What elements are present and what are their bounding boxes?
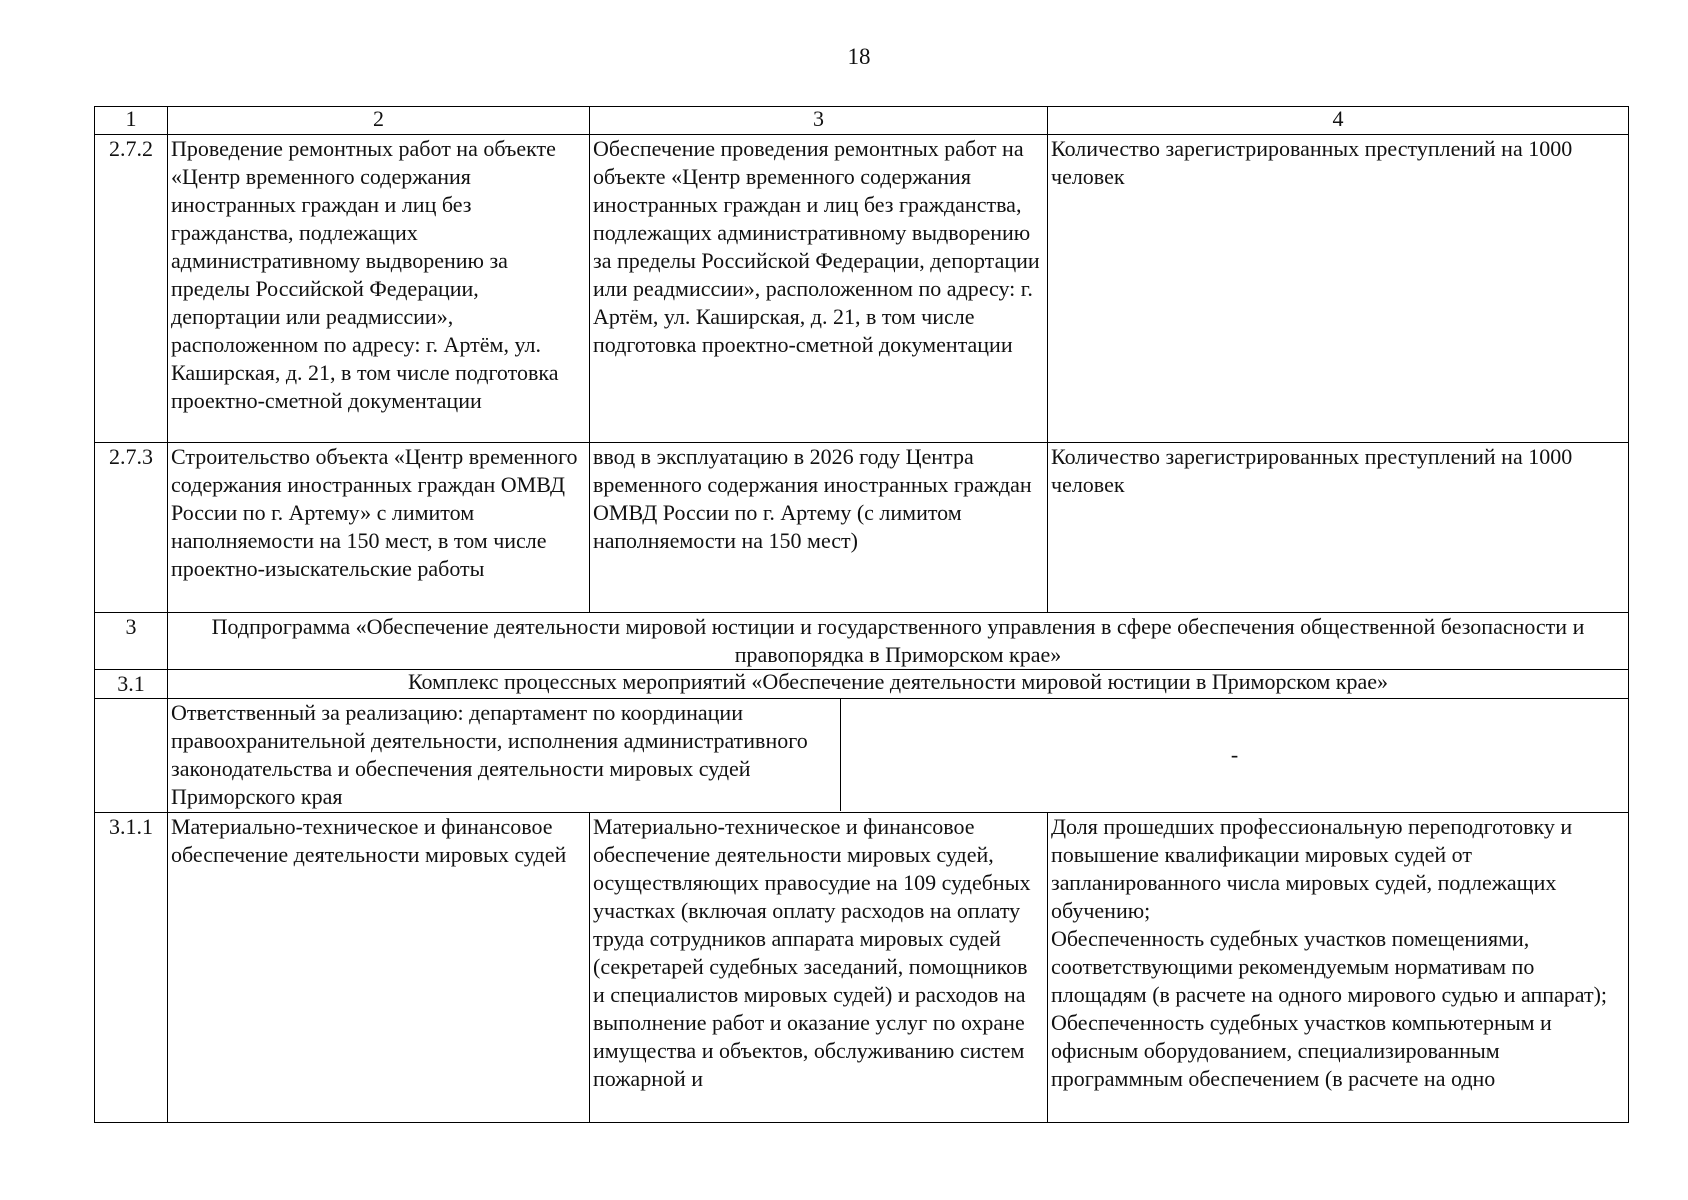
row-number: 2.7.2 [95, 135, 168, 443]
table-row [95, 135, 1629, 443]
indicator-cell: Количество зарегистрированных преступлений на 1000 человек [1048, 443, 1629, 613]
program-table [94, 106, 1629, 1123]
complex-row [95, 670, 1629, 699]
responsible-empty-cell [95, 699, 168, 813]
row-number: 2.7.3 [95, 443, 168, 613]
indicator-line: Доля прошедших профессиональную переподготовку и повышение квалификации мировых судей от запланированного числа мировых судей, подлежащих обучению; [1051, 814, 1573, 923]
table-row [95, 443, 1629, 613]
indicator-cell [1048, 813, 1629, 1123]
subprogram-row [95, 613, 1629, 670]
result-cell: Материально-техническое и финансовое обеспечение деятельности мировых судей, осуществляющих правосудие на 109 судебных участках (включая оплату расходов на оплату труда сотрудников аппарата мировых судей (секретарей судебных заседаний, помощников и специалистов мировых судей) и расходов на выполнение работ и оказание услуг по охране имущества и объектов, обслуживанию систем пожарной и [590, 813, 1048, 1123]
header-col-3: 3 [590, 107, 1048, 135]
header-col-1: 1 [95, 107, 168, 135]
indicator-line: Обеспеченность судебных участков компьютерным и офисным оборудованием, специализированным программным обеспечением (в расчете на одно [1051, 1010, 1552, 1091]
responsible-row [95, 699, 1629, 813]
indicator-cell: Количество зарегистрированных преступлений на 1000 человек [1048, 135, 1629, 443]
complex-title: Комплекс процессных мероприятий «Обеспечение деятельности мировой юстиции в Приморском крае» [168, 670, 1629, 699]
activity-cell: Проведение ремонтных работ на объекте «Центр временного содержания иностранных граждан и лиц без гражданства, подлежащих административному выдворению за пределы Российской Федерации, депортации или реадмиссии», расположенном по адресу: г. Артём, ул. Каширская, д. 21, в том числе подготовка проектно-сметной документации [168, 135, 590, 443]
row-number: 3.1.1 [95, 813, 168, 1123]
responsible-text: Ответственный за реализацию: департамент по координации правоохранительной деятельности, исполнения административного законодательства и обеспечения деятельности мировых судей Приморского края [168, 699, 841, 811]
table-header-row [95, 107, 1629, 135]
header-col-2: 2 [168, 107, 590, 135]
responsible-cell [168, 699, 1629, 813]
page-number: 18 [847, 44, 871, 69]
responsible-value: - [1230, 742, 1239, 767]
subprogram-number: 3 [95, 613, 168, 670]
subprogram-title: Подпрограмма «Обеспечение деятельности мировой юстиции и государственного управления в сфере обеспечения общественной безопасности и правопорядка в Приморском крае» [168, 613, 1629, 670]
activity-cell: Строительство объекта «Центр временного содержания иностранных граждан ОМВД России по г. Артему» с лимитом наполняемости на 150 мест, в том числе проектно-изыскательские работы [168, 443, 590, 613]
table-row [95, 813, 1629, 1123]
indicator-line: Обеспеченность судебных участков помещениями, соответствующими рекомендуемым нормативам по площадям (в расчете на одного мирового судью и аппарат); [1051, 926, 1608, 1007]
activity-cell: Материально-техническое и финансовое обеспечение деятельности мировых судей [168, 813, 590, 1123]
result-cell: ввод в эксплуатацию в 2026 году Центра временного содержания иностранных граждан ОМВД России по г. Артему (с лимитом наполняемости на 150 мест) [590, 443, 1048, 613]
result-cell: Обеспечение проведения ремонтных работ на объекте «Центр временного содержания иностранных граждан и лиц без гражданства, подлежащих административному выдворению за пределы Российской Федерации, депортации или реадмиссии», расположенном по адресу: г. Артём, ул. Каширская, д. 21, в том числе подготовка проектно-сметной документации [590, 135, 1048, 443]
header-col-4: 4 [1048, 107, 1629, 135]
complex-number: 3.1 [95, 670, 168, 699]
